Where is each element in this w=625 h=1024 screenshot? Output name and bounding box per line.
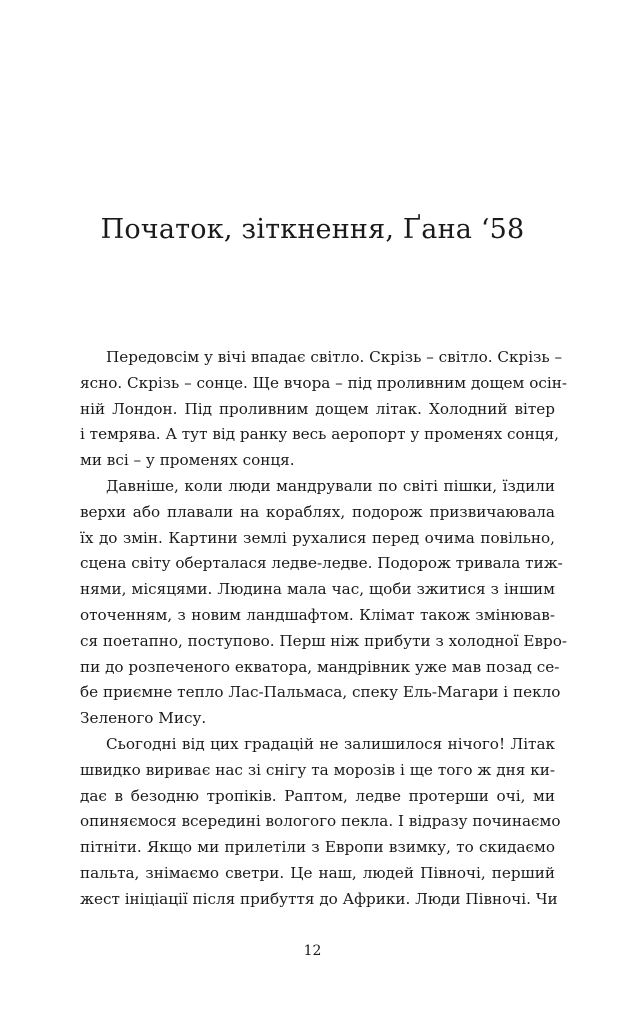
text-line: Давніше, коли люди мандрували по світі пішки, їздили (106, 476, 555, 495)
text-line: бе приємне тепло Лас-Пальмаса, спеку Ель-Магари і пекло (80, 683, 561, 702)
text-line: Передовсім у вічі впадає світло. Скрізь – світло. Скрізь – (106, 348, 563, 366)
text-line: і темрява. А тут від ранку весь аеропорт у променях сонця, (80, 425, 559, 444)
text-line: верхи або плавали на кораблях, подорож призвичаювала (80, 502, 555, 521)
text-line: сцена світу оберталася ледве-ледве. Подорож тривала тиж- (80, 554, 563, 573)
text-line: нями, місяцями. Людина мала час, щоби зжитися з іншим (80, 580, 555, 599)
text-line: опиняємося всередині вологого пекла. І відразу починаємо (80, 812, 561, 831)
body-text (80, 345, 568, 913)
chapter-title: Початок, зіткнення, Ґана ‘58 (100, 214, 525, 245)
text-line: пітніти. Якщо ми прилетіли з Европи взимку, то скидаємо (80, 838, 555, 857)
text-line: ся поетапно, поступово. Перш ніж прибути з холодної Евро- (80, 631, 568, 650)
text-line: жест ініціації після прибуття до Африки. Люди Півночі. Чи (80, 889, 558, 908)
page-number: 12 (303, 943, 322, 959)
text-line: Сьогодні від цих градацій не залишилося нічого! Літак (106, 734, 555, 753)
text-line: їх до змін. Картини землі рухалися перед очима повільно, (80, 528, 555, 547)
paragraph (80, 732, 561, 913)
text-line: пальта, знімаємо светри. Це наш, людей Півночі, перший (80, 863, 555, 882)
text-line: ній Лондон. Під проливним дощем літак. Холодний вітер (80, 399, 555, 418)
text-line: дає в безодню тропіків. Раптом, ледве протерши очі, ми (80, 786, 555, 805)
text-line: ми всі – у променях сонця. (80, 451, 295, 470)
text-line: швидко вириває нас зі снігу та морозів і ще того ж дня ки- (80, 760, 555, 779)
text-line: ясно. Скрізь – сонце. Ще вчора – під проливним дощем осін- (80, 373, 567, 392)
text-line: оточенням, з новим ландшафтом. Клімат також змінював- (80, 605, 555, 624)
text-line: Зеленого Мису. (80, 709, 207, 728)
text-line: пи до розпеченого екватора, мандрівник уже мав позад се- (80, 657, 560, 676)
paragraph (80, 345, 567, 474)
paragraph (80, 474, 568, 732)
